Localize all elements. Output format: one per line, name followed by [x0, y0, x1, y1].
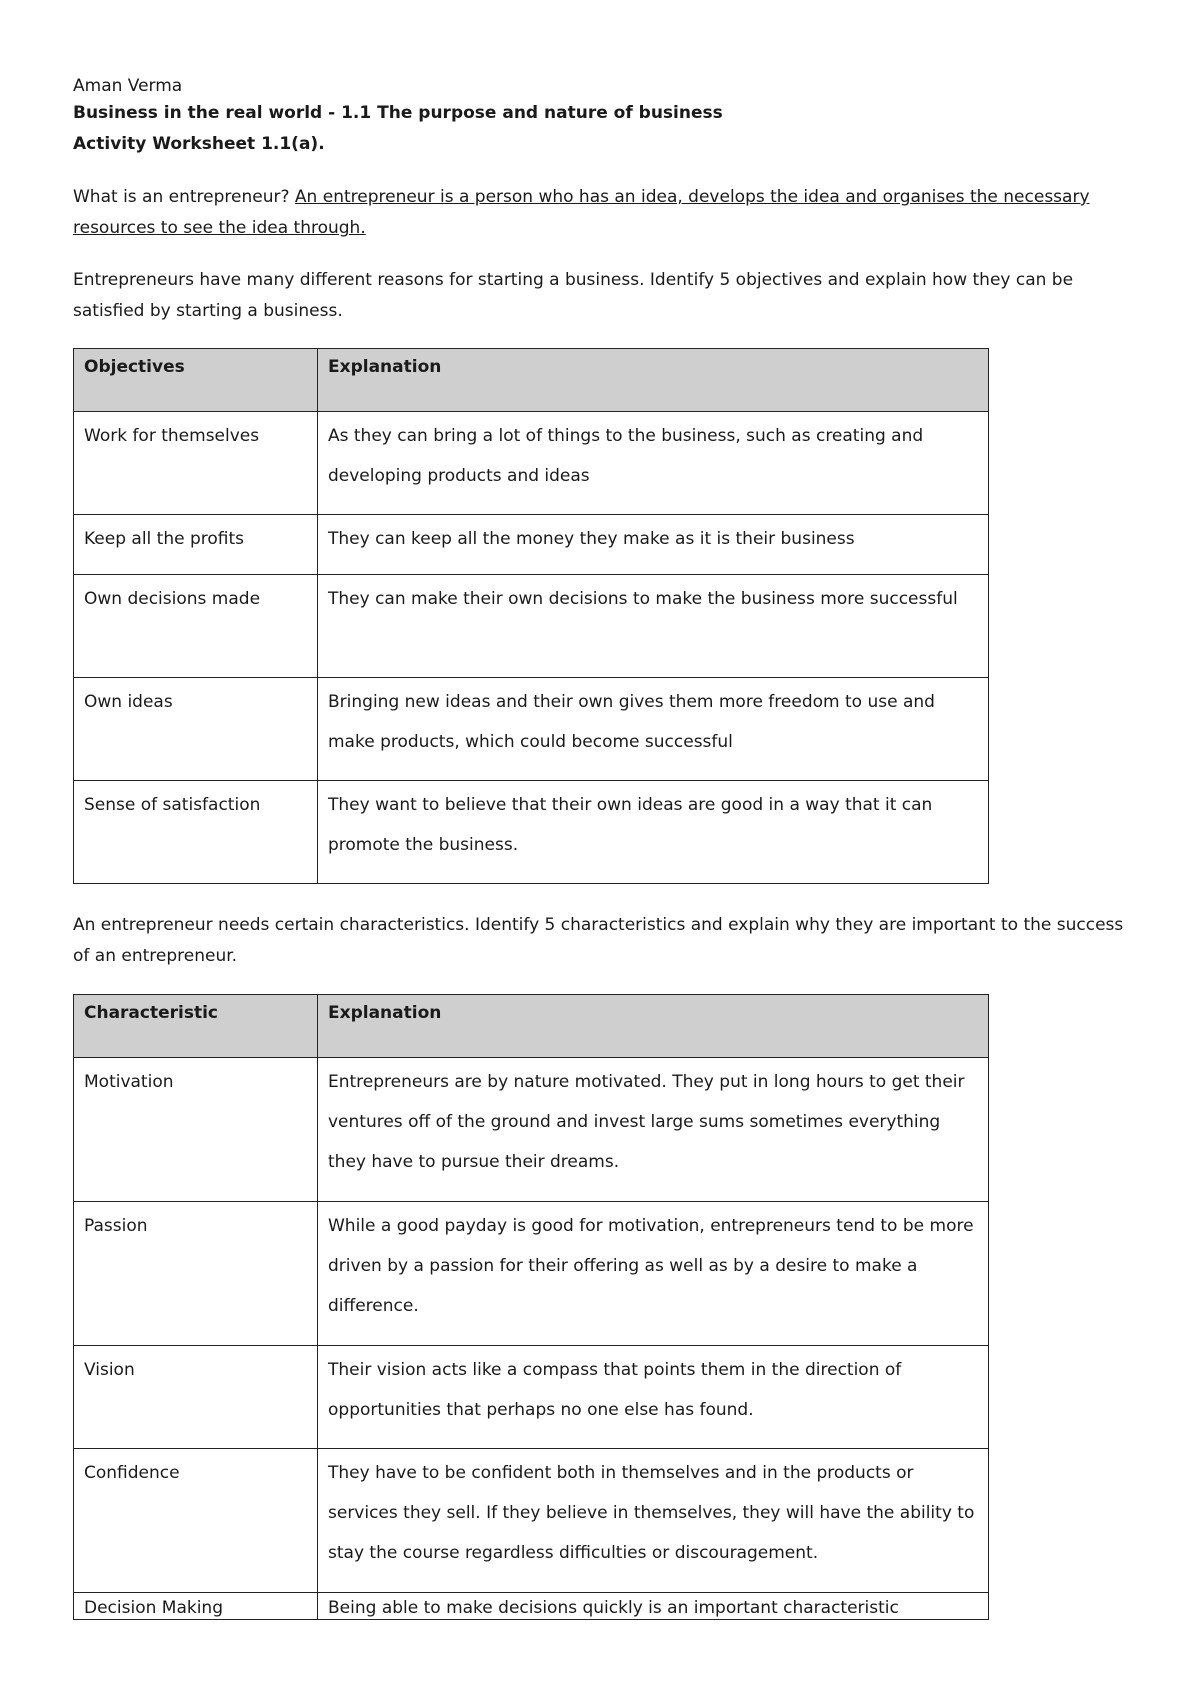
table-row: [74, 515, 989, 575]
objectives-table: [73, 348, 989, 884]
document-title: Business in the real world - 1.1 The purpose and nature of business: [73, 103, 723, 123]
explanation-cell: Their vision acts like a compass that points them in the direction of opportunities that perhaps no one else has found.: [318, 1346, 989, 1449]
characteristic-cell: Confidence: [74, 1449, 318, 1593]
table-row: [74, 1449, 989, 1593]
characteristic-cell: Motivation: [74, 1058, 318, 1202]
objective-cell: Own ideas: [74, 678, 318, 781]
header-explanation: Explanation: [318, 995, 989, 1058]
characteristics-table: [73, 994, 989, 1620]
explanation-cell: While a good payday is good for motivation, entrepreneurs tend to be more driven by a passion for their offering as well as by a desire to make a difference.: [318, 1202, 989, 1346]
objective-cell: Own decisions made: [74, 575, 318, 678]
question-characteristics-prompt: An entrepreneur needs certain characteristics. Identify 5 characteristics and explain why they are important to the success of an entrepreneur.: [73, 915, 1124, 966]
objective-cell: Sense of satisfaction: [74, 781, 318, 884]
table-row: [74, 781, 989, 884]
table-row: [74, 412, 989, 515]
characteristic-cell: Passion: [74, 1202, 318, 1346]
table-header-row: [74, 349, 989, 412]
explanation-cell: They want to believe that their own ideas are good in a way that it can promote the business.: [318, 781, 989, 884]
explanation-cell: Entrepreneurs are by nature motivated. They put in long hours to get their ventures off of the ground and invest large sums sometimes everything they have to pursue their dreams.: [318, 1058, 989, 1202]
author-name: Aman Verma: [73, 76, 183, 96]
objective-cell: Keep all the profits: [74, 515, 318, 575]
table-row: [74, 1346, 989, 1449]
explanation-cell: Bringing new ideas and their own gives them more freedom to use and make products, which could become successful: [318, 678, 989, 781]
worksheet-title: Activity Worksheet 1.1(a).: [73, 134, 325, 154]
header-characteristic: Characteristic: [74, 995, 318, 1058]
objective-cell: Work for themselves: [74, 412, 318, 515]
explanation-cell: They can keep all the money they make as it is their business: [318, 515, 989, 575]
header-explanation: Explanation: [318, 349, 989, 412]
header-objectives: Objectives: [74, 349, 318, 412]
question-entrepreneur: [73, 182, 1133, 244]
question-objectives-prompt: Entrepreneurs have many different reasons for starting a business. Identify 5 objectives and explain how they can be satisfied by starting a business.: [73, 270, 1074, 321]
explanation-cell: Being able to make decisions quickly is an important characteristic: [318, 1593, 989, 1620]
table-row: [74, 1058, 989, 1202]
explanation-cell: As they can bring a lot of things to the business, such as creating and developing products and ideas: [318, 412, 989, 515]
table-header-row: [74, 995, 989, 1058]
question-prompt: What is an entrepreneur?: [73, 187, 295, 207]
table-row: [74, 1202, 989, 1346]
table-row: [74, 678, 989, 781]
table-row: [74, 1593, 989, 1620]
question-answer: An entrepreneur is a person who has an idea, develops the idea and organises the necessary resources to see the idea through.: [73, 187, 1090, 238]
table-row: [74, 575, 989, 678]
explanation-cell: They have to be confident both in themselves and in the products or services they sell. If they believe in themselves, they will have the ability to stay the course regardless difficulties or discouragement.: [318, 1449, 989, 1593]
characteristic-cell: Decision Making: [74, 1593, 318, 1620]
characteristic-cell: Vision: [74, 1346, 318, 1449]
explanation-cell: They can make their own decisions to make the business more successful: [318, 575, 989, 678]
